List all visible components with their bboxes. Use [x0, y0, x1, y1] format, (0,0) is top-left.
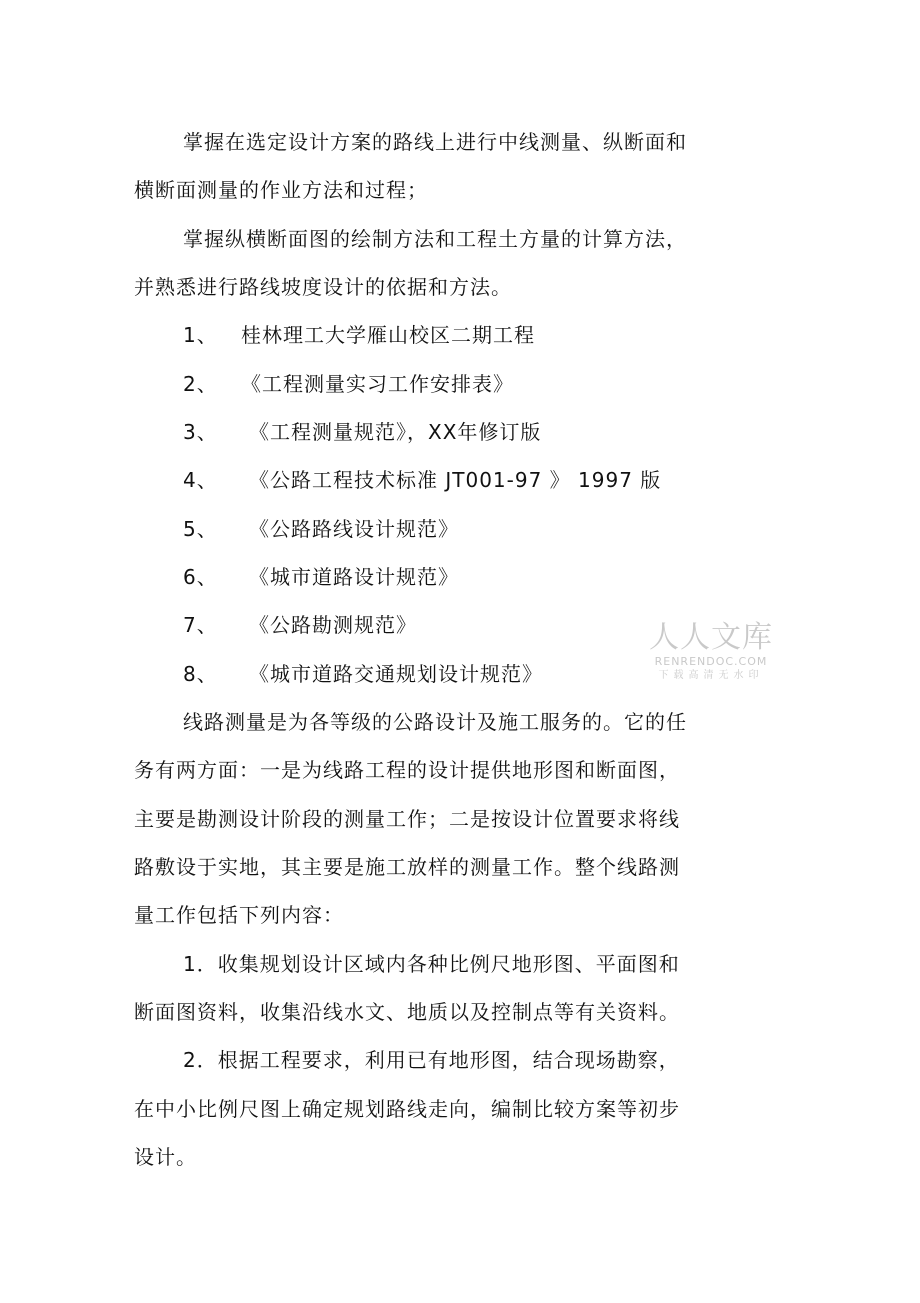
survey-paragraph-line-1: 线路测量是为各等级的公路设计及施工服务的。它的任 [183, 710, 687, 734]
reference-item [183, 564, 459, 590]
survey-paragraph-line-3: 主要是勘测设计阶段的测量工作；二是按设计位置要求将线 [134, 807, 680, 831]
reference-number: 7、 [183, 613, 218, 637]
step-2-line-1: 2．根据工程要求，利用已有地形图，结合现场勘察， [183, 1048, 680, 1072]
survey-paragraph-line-4: 路敷设于实地，其主要是施工放样的测量工作。整个线路测 [134, 855, 680, 879]
reference-text: 《城市道路交通规划设计规范》 [249, 662, 543, 686]
reference-item [183, 661, 543, 687]
reference-text: 《公路勘测规范》 [249, 613, 417, 637]
reference-text: 《工程测量实习工作安排表》 [241, 372, 514, 396]
reference-number: 6、 [183, 565, 218, 589]
reference-text: 《公路路线设计规范》 [249, 517, 459, 541]
reference-item [183, 516, 459, 542]
watermark-brand: 人人文库 [649, 620, 773, 655]
watermark-url: RENRENDOC.COM [654, 655, 768, 668]
step-2-line-3: 设计。 [134, 1145, 197, 1169]
watermark-logo [646, 621, 776, 682]
reference-number: 5、 [183, 517, 218, 541]
reference-number: 4、 [183, 468, 218, 492]
reference-text: 《城市道路设计规范》 [249, 565, 459, 589]
reference-number: 2、 [183, 372, 218, 396]
intro-paragraph-1-line-2: 横断面测量的作业方法和过程； [134, 178, 428, 202]
reference-number: 1、 [183, 323, 218, 347]
reference-item [183, 612, 417, 638]
reference-item [183, 467, 661, 493]
reference-text: 《工程测量规范》，XX年修订版 [249, 420, 542, 444]
step-2-line-2: 在中小比例尺图上确定规划路线走向，编制比较方案等初步 [134, 1097, 680, 1121]
step-1-line-2: 断面图资料，收集沿线水文、地质以及控制点等有关资料。 [134, 1000, 680, 1024]
survey-paragraph-line-5: 量工作包括下列内容： [134, 903, 344, 927]
reference-item [183, 371, 514, 397]
intro-paragraph-1-line-1: 掌握在选定设计方案的路线上进行中线测量、纵断面和 [183, 130, 687, 154]
reference-item [183, 322, 535, 348]
intro-paragraph-2-line-2: 并熟悉进行路线坡度设计的依据和方法。 [134, 275, 512, 299]
survey-paragraph-line-2: 务有两方面：一是为线路工程的设计提供地形图和断面图， [134, 758, 680, 782]
reference-number: 8、 [183, 662, 218, 686]
reference-text: 《公路工程技术标准 JT001-97 》 1997 版 [249, 468, 662, 492]
reference-text: 桂林理工大学雁山校区二期工程 [241, 323, 535, 347]
step-1-line-1: 1．收集规划设计区域内各种比例尺地形图、平面图和 [183, 952, 680, 976]
watermark-caption: 下载高清无水印 [658, 670, 764, 681]
reference-number: 3、 [183, 420, 218, 444]
intro-paragraph-2-line-1: 掌握纵横断面图的绘制方法和工程土方量的计算方法， [183, 227, 687, 251]
reference-item [183, 419, 541, 445]
